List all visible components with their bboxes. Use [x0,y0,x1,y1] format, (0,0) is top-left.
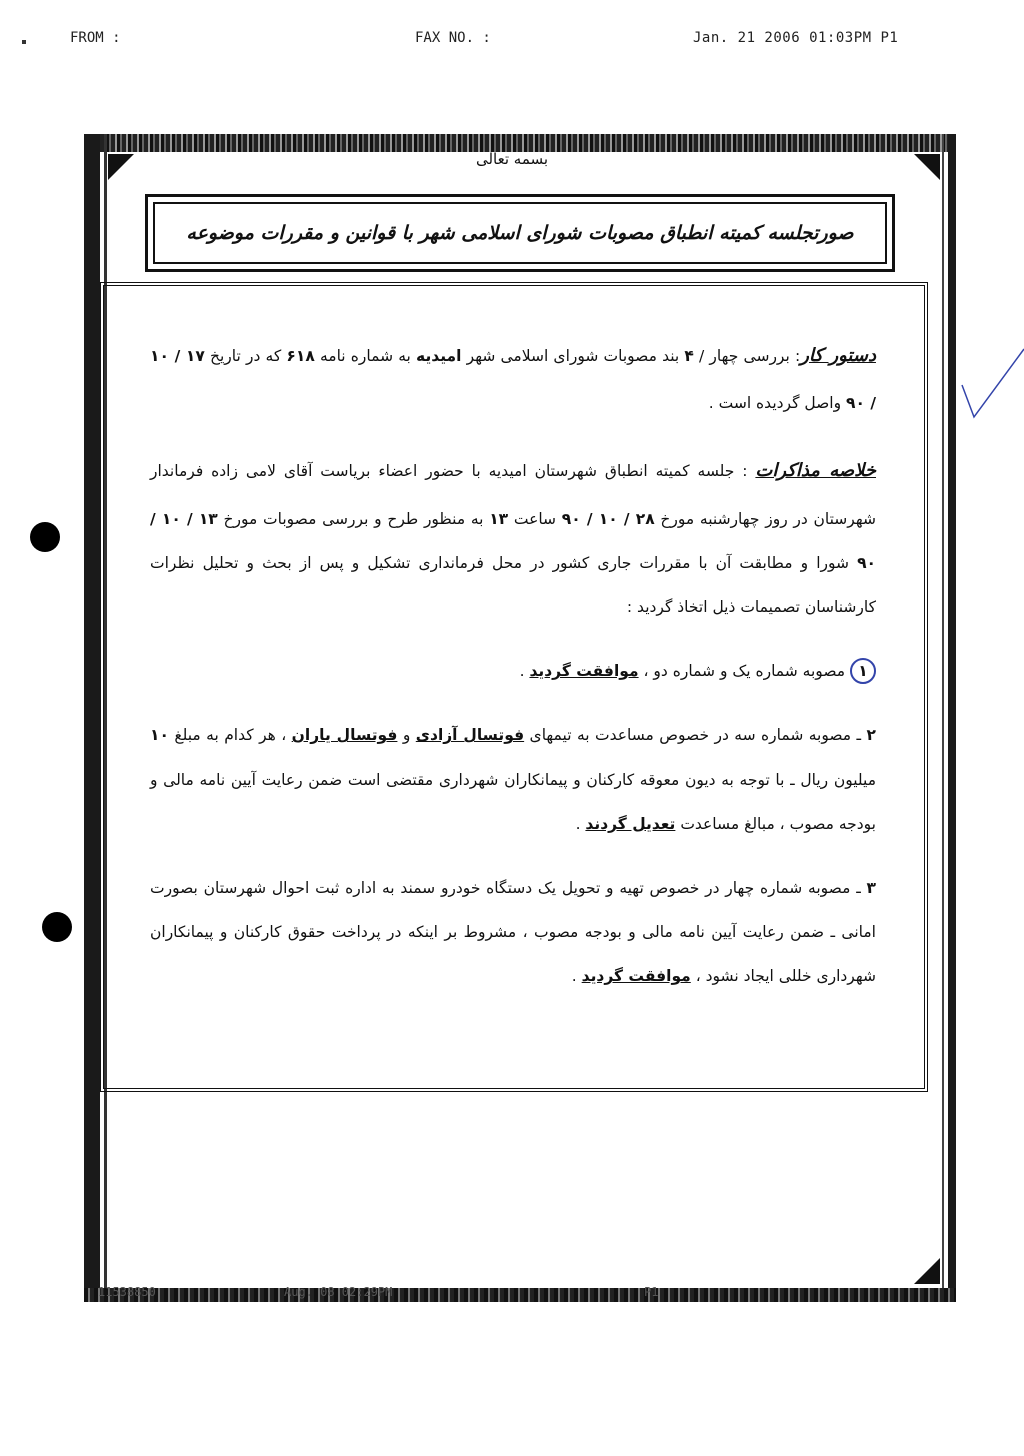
item-text: . [575,814,586,833]
frame-right-rule [942,134,944,1302]
item-text: . [519,662,530,681]
agenda-text: واصل گردیده است . [708,394,847,413]
decision-result: موافقت گردید [581,967,691,986]
footer-number: 11538850 [98,1285,156,1299]
fax-header [0,30,1024,52]
team-name: فوتسال آزادی [415,726,525,745]
item-text: ـ مصوبه شماره سه در خصوص مساعدت به تیمهای [524,726,867,745]
meeting-hour: ۱۳ [489,509,509,528]
footer-page: P1 [644,1285,659,1299]
city-name: امیدیه [416,347,462,365]
meeting-date: ۲۸ / ۱۰ / ۹۰ [561,509,655,528]
summary-paragraph [150,445,876,629]
agenda-text: بند مصوبات شورای اسلامی شهر [461,347,685,365]
handwritten-check-icon [960,345,1024,435]
item-text: . [571,967,582,986]
amount: ۱۰ [150,726,169,745]
agenda-label: دستور کار [800,345,876,366]
letter-date: ۱۷ / ۱۰ / ۹۰ [150,347,876,413]
item-text: و [397,726,416,745]
item-number: ۲ [866,726,876,745]
letter-number: ۶۱۸ [286,347,315,365]
summary-text: ساعت [508,509,562,528]
footer-timestamp: Aug. 08 02:29PM [284,1285,393,1299]
team-name: فوتسال یاران [291,726,398,745]
document-body [150,330,876,1018]
basmala-heading: بسمه تعالی [475,150,549,168]
agenda-text: : بررسی چهار / [693,347,801,365]
fax-date: Jan. 21 2006 01:03PM P1 [693,30,899,46]
agenda-paragraph [150,330,876,425]
item-text: ـ مصوبه شماره چهار در خصوص تهیه و تحویل یک دستگاه خودرو سمند به اداره ثبت احوال شهرستان بصورت امانی ـ ضمن رعایت آیین نامه مالی و بودجه مصوب ، مشروط بر اینکه در پرداخت حقوق کارکنان و پیمانکاران شهرداری خللی ایجاد نشود ، [150,878,876,986]
item-number: ۱ [850,658,876,684]
title-box [145,194,895,272]
item-number: ۳ [866,878,876,897]
agenda-text: که در تاریخ [204,347,287,365]
frame-right-border [948,134,956,1302]
summary-text: به منظور طرح و بررسی مصوبات مورخ [217,509,490,528]
summary-label: خلاصه مذاکرات [755,460,876,482]
decision-item-1 [150,649,876,693]
summary-text: شورا و مطابقت آن با مقررات جاری کشور در محل فرمانداری تشکیل و پس از بحث و تحلیل نظرات کارشناسان تصمیمات ذیل اتخاذ گردید : [150,553,876,617]
fax-number: FAX NO. : [415,30,491,46]
resolutions-date: ۱۳ / ۱۰ / ۹۰ [150,509,876,572]
item-text: مصوبه شماره یک و شماره دو ، [638,662,850,681]
item-text: ، هر کدام به مبلغ [168,726,292,745]
decision-result: موافقت گردید [529,662,639,681]
agenda-text: به شماره نامه [314,347,417,365]
document-title: صورتجلسه کمیته انطباق مصوبات شورای اسلامی شهر با قوانین و مقررات موضوعه [186,222,854,244]
corner-ornament [914,1258,940,1284]
decision-item-3 [150,866,876,999]
scan-speck [22,40,26,44]
decision-result: تعدیل گردند [585,814,676,833]
item-text: میلیون ریال ـ با توجه به دیون معوقه کارکنان و پیمانکاران شهرداری مقتضی است ضمن رعایت آیین نامه مالی و بودجه مصوب ، مبالغ مساعدت [150,770,876,833]
frame-left-border [84,134,100,1302]
agenda-count: ۴ [684,347,694,365]
fax-from: FROM : [70,30,121,46]
decision-item-2 [150,713,876,846]
punch-hole [42,912,72,942]
punch-hole [30,522,60,552]
summary-text: : جلسه کمیته انطباق شهرستان امیدیه با حضور اعضاء بریاست آقای لامی زاده فرماندار شهرستان در روز چهارشنبه مورخ [150,462,876,528]
fax-footer-strip [74,1283,954,1303]
